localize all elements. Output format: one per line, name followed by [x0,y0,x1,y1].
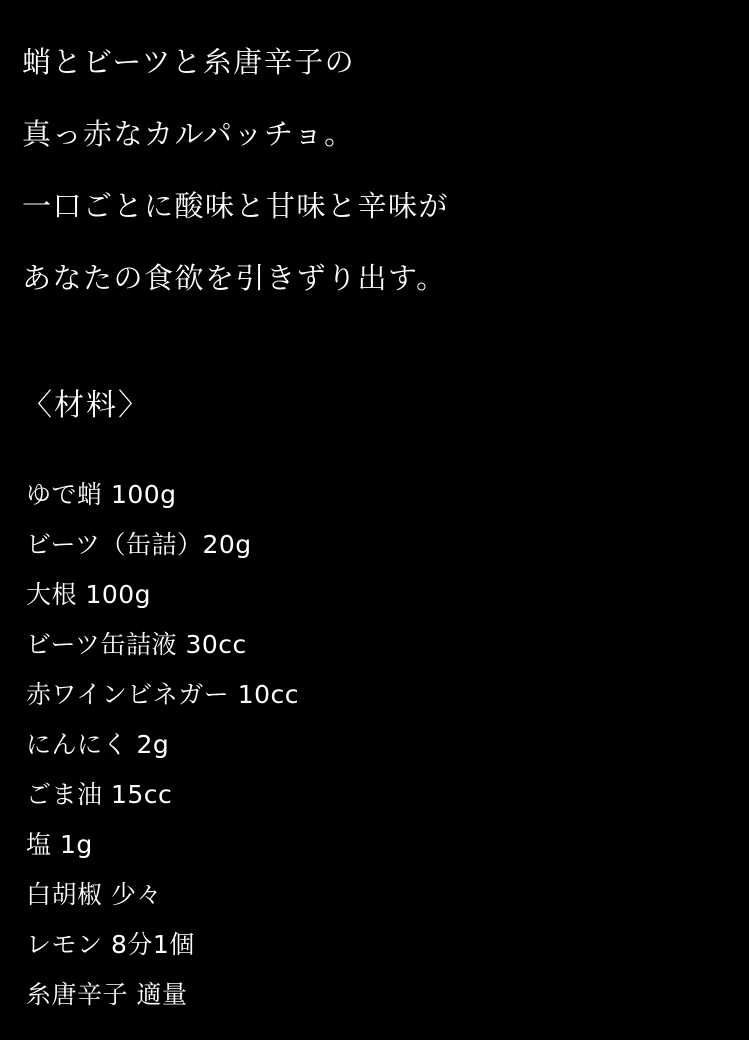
list-item: ごま油 15cc [26,780,173,809]
list-item: ビーツ缶詰液 30cc [26,630,247,659]
list-item: 塩 1g [26,830,93,859]
list-item: レモン 8分1個 [26,930,195,959]
ingredients-heading: 〈材料〉 [22,388,150,423]
lead-paragraph-line: あなたの食欲を引きずり出す。 [22,261,447,295]
list-item: 赤ワインビネガー 10cc [26,680,299,709]
list-item: ビーツ（缶詰）20g [26,530,252,559]
list-item: にんにく 2g [26,730,170,759]
list-item: 白胡椒 少々 [26,880,162,909]
list-item: 糸唐辛子 適量 [26,980,188,1009]
lead-paragraph-line: 一口ごとに酸味と甘味と辛味が [22,189,450,223]
lead-paragraph [0,26,560,314]
lead-paragraph-line: 蛸とビーツと糸唐辛子の [22,45,356,79]
ingredients-list [26,470,446,1020]
lead-paragraph-line: 真っ赤なカルパッチョ。 [22,117,355,151]
list-item: 大根 100g [26,580,152,609]
list-item: ゆで蛸 100g [26,480,177,509]
